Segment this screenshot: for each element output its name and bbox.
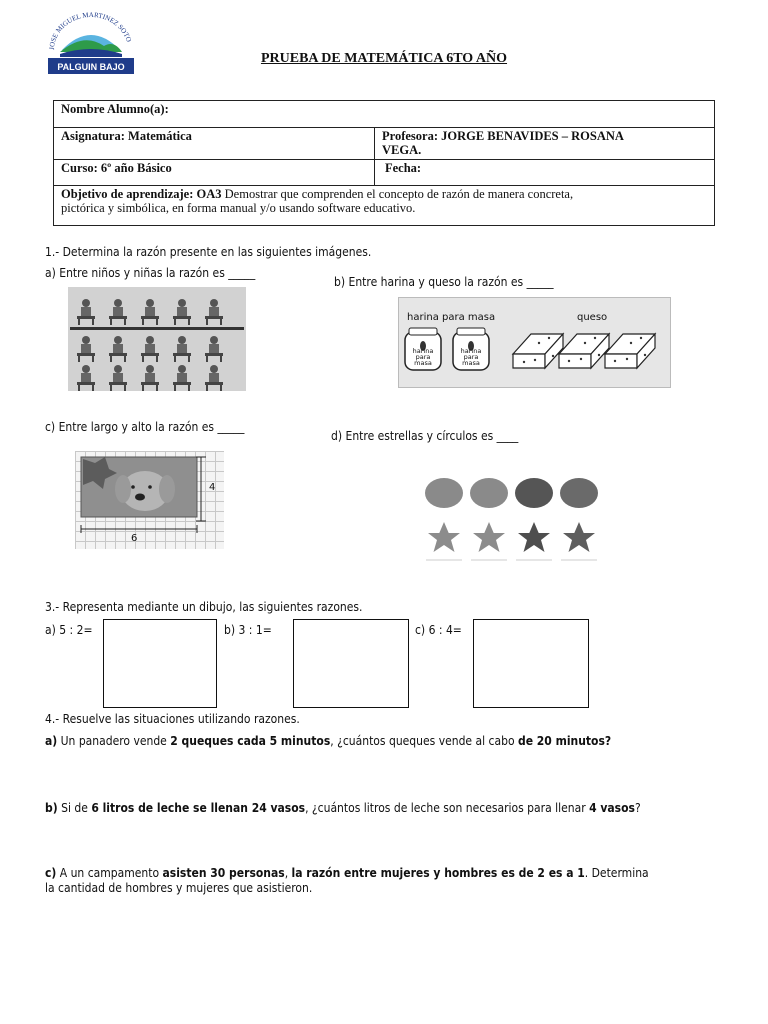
bag-2-subtext: para masa <box>462 353 480 367</box>
q4c-t2: , <box>284 866 292 880</box>
width-label: 6 <box>131 533 138 544</box>
flour-bag-1-label <box>409 348 437 366</box>
bag-1-text: harina <box>412 347 434 355</box>
q4a-label: a) <box>45 734 58 748</box>
star-4 <box>563 522 595 552</box>
star-1 <box>428 522 460 552</box>
q3a-label: a) 5 : 2= <box>45 623 93 637</box>
bag-1-subtext: para masa <box>414 353 432 367</box>
teacher-line-1: Profesora: JORGE BENAVIDES – ROSANA <box>382 129 624 143</box>
q4b-t1: Si de <box>57 801 92 815</box>
q4b-b1: 6 litros de leche se llenan 24 vasos <box>91 801 306 815</box>
children-image <box>68 287 246 391</box>
q4b-text <box>45 801 641 815</box>
teacher-cell <box>375 128 715 160</box>
student-name-field[interactable]: Nombre Alumno(a): <box>54 101 715 128</box>
q4c-text <box>45 866 695 896</box>
q4a-b2: de 20 minutos? <box>517 734 612 748</box>
flour-label: harina para masa <box>407 312 496 323</box>
q1d-text: d) Entre estrellas y círculos es ____ <box>331 429 519 443</box>
circle-1 <box>425 478 463 508</box>
subject-cell: Asignatura: Matemática <box>54 128 375 160</box>
circle-2 <box>470 478 508 508</box>
q1a-text: a) Entre niños y niñas la razón es _____ <box>45 266 256 280</box>
height-label: 4 <box>209 482 216 493</box>
school-logo <box>44 10 138 80</box>
bag-2-text: harina <box>460 347 482 355</box>
q3b-label: b) 3 : 1= <box>224 623 272 637</box>
q1c-text: c) Entre largo y alto la razón es _____ <box>45 420 245 434</box>
star-3 <box>518 522 550 552</box>
q4-prompt: 4.- Resuelve las situaciones utilizando razones. <box>45 712 300 726</box>
course-cell: Curso: 6º año Básico <box>54 160 375 186</box>
student-info-table <box>53 100 715 226</box>
q3b-drawing-box[interactable] <box>293 619 409 708</box>
q4a-text <box>45 734 611 748</box>
q4b-t3: ? <box>634 801 641 815</box>
q4c-b2: la razón entre mujeres y hombres es de 2 es a 1 <box>291 866 585 880</box>
q3c-label: c) 6 : 4= <box>415 623 462 637</box>
stars-circles-image <box>418 474 610 564</box>
q4a-t2: , ¿cuántos queques vende al cabo <box>330 734 518 748</box>
q4c-t1: A un campamento <box>56 866 163 880</box>
page-title: PRUEBA DE MATEMÁTICA 6TO AÑO <box>260 51 508 66</box>
star-2 <box>473 522 505 552</box>
objective-cell <box>54 186 715 226</box>
q4a-t1: Un panadero vende <box>57 734 171 748</box>
q4c-t3: . Determina <box>584 866 649 880</box>
flour-cheese-image <box>398 297 671 388</box>
q4b-label: b) <box>45 801 58 815</box>
logo-band-text: PALGUIN BAJO <box>57 62 125 72</box>
q4c-b1: asisten 30 personas <box>162 866 285 880</box>
q4a-b1: 2 queques cada 5 minutos <box>170 734 331 748</box>
grid-rectangle-image <box>75 451 224 549</box>
q4b-b2: 4 vasos <box>589 801 635 815</box>
teacher-line-2: VEGA. <box>382 143 422 157</box>
logo-arc-text: JOSE MIGUEL MARTINEZ SOTO <box>47 10 133 51</box>
q1b-text: b) Entre harina y queso la razón es _____ <box>334 275 554 289</box>
objective-line-2: pictórica y simbólica, en forma manual y/o usando software educativo. <box>61 201 416 215</box>
circle-3 <box>515 478 553 508</box>
cheese-label: queso <box>577 312 608 323</box>
q4b-t2: , ¿cuántos litros de leche son necesarios para llenar <box>305 801 590 815</box>
q4c-label: c) <box>45 866 57 880</box>
q3a-drawing-box[interactable] <box>103 619 217 708</box>
q3c-drawing-box[interactable] <box>473 619 589 708</box>
q4c-line2: la cantidad de hombres y mujeres que asistieron. <box>45 881 313 895</box>
q1-prompt: 1.- Determina la razón presente en las siguientes imágenes. <box>45 245 372 259</box>
objective-label: Objetivo de aprendizaje: OA3 <box>61 187 222 201</box>
circle-4 <box>560 478 598 508</box>
flour-bag-2-label <box>457 348 485 366</box>
date-field[interactable]: Fecha: <box>375 160 715 186</box>
objective-line-1: Demostrar que comprenden el concepto de razón de manera concreta, <box>224 187 574 201</box>
q3-prompt: 3.- Representa mediante un dibujo, las siguientes razones. <box>45 600 363 614</box>
